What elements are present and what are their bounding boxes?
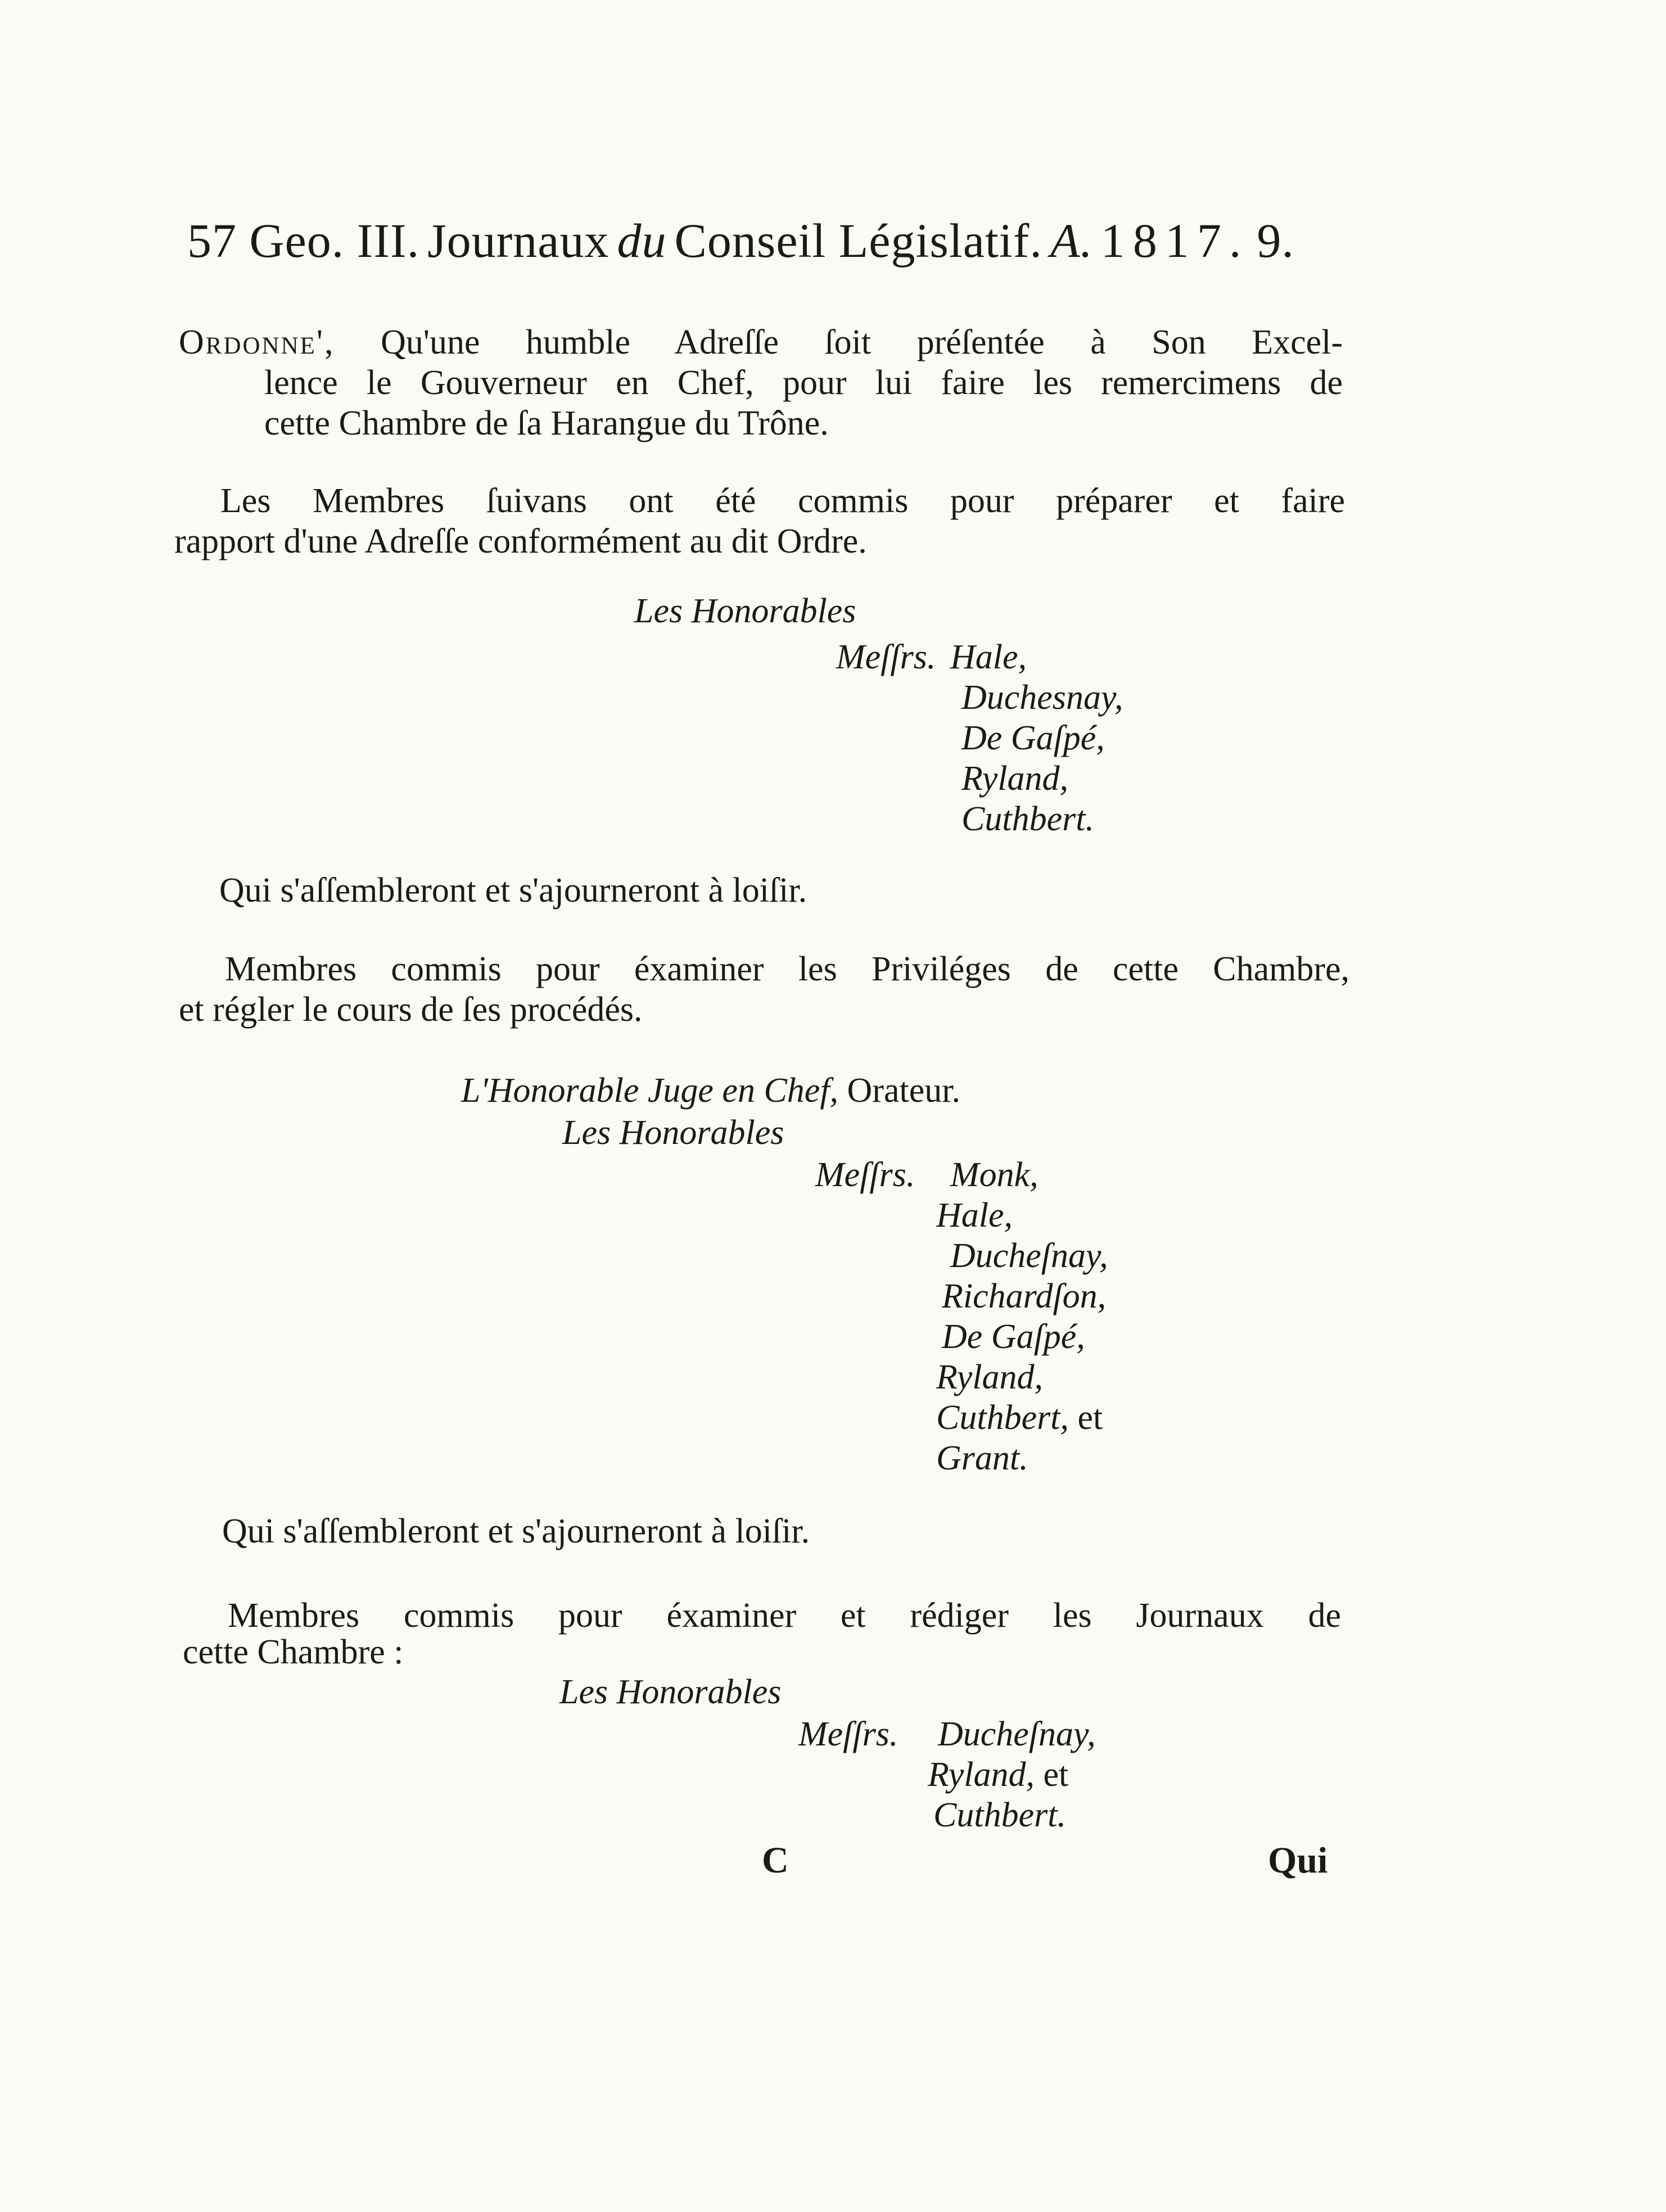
privileges-member-de-gaspe: De Gaſpé,	[942, 1318, 1085, 1356]
privileges-member-richardson: Richardſon,	[942, 1277, 1107, 1315]
adresse-member-hale: Hale,	[950, 638, 1027, 676]
ordre-lead: Ordonne',	[179, 323, 335, 361]
privileges-member-grant: Grant.	[936, 1439, 1028, 1477]
journaux-member-cuthbert: Cuthbert.	[933, 1796, 1066, 1834]
privileges-member-duchesnay: Ducheſnay,	[950, 1237, 1108, 1275]
privileges-member-monk: Monk,	[950, 1156, 1039, 1194]
journaux-line-1: Membres commis pour éxaminer et rédiger les Journaux de	[228, 1596, 1341, 1635]
privileges-closing: Qui s'aſſembleront et s'ajourneront à loiſir.	[222, 1512, 810, 1550]
journaux-ryland-line	[928, 1755, 1068, 1795]
adresse-line-1: Les Membres ſuivans ont été commis pour préparer et faire	[220, 482, 1345, 520]
adresse-member-duchesnay: Duchesnay,	[961, 678, 1123, 717]
ordre-line-2: lence le Gouverneur en Chef, pour lui faire les remercimens de	[264, 364, 1343, 402]
adresse-member-cuthbert: Cuthbert.	[961, 800, 1094, 838]
adresse-member-ryland: Ryland,	[961, 759, 1068, 798]
header-du: du	[617, 214, 667, 268]
ordre-line-1	[179, 320, 1343, 364]
privileges-member-cuthbert: Cuthbert,	[936, 1399, 1069, 1437]
adresse-line-2: rapport d'une Adreſſe conformément au dit Ordre.	[174, 522, 867, 560]
header-journaux: Journaux	[427, 214, 609, 268]
privileges-cuthbert-line	[936, 1398, 1103, 1438]
header-conseil: Conseil Législatif.	[674, 214, 1042, 268]
adresse-closing: Qui s'aſſembleront et s'ajourneront à loiſir.	[219, 871, 807, 910]
privileges-orateur: Orateur.	[847, 1071, 960, 1110]
journaux-member-duchesnay: Ducheſnay,	[938, 1715, 1096, 1753]
journaux-member-ryland: Ryland,	[928, 1756, 1035, 1794]
privileges-et: et	[1077, 1399, 1103, 1437]
ordre-line-1-text: Qu'une humble Adreſſe ſoit préſentée à Son Excel-	[381, 323, 1343, 361]
catchword: Qui	[1268, 1840, 1328, 1881]
signature-mark: C	[762, 1840, 789, 1881]
header-regnal-year: 57 Geo. III.	[187, 214, 420, 268]
page-number: 9.	[1257, 214, 1294, 268]
privileges-line-1: Membres commis pour éxaminer les Priviléges de cette Chambre,	[225, 950, 1349, 988]
adresse-honorables: Les Honorables	[634, 592, 856, 630]
privileges-member-ryland: Ryland,	[936, 1358, 1043, 1396]
adresse-messrs: Meſſrs.	[836, 638, 936, 676]
privileges-juge-line	[461, 1071, 960, 1111]
journaux-line-2: cette Chambre :	[183, 1633, 404, 1671]
header-anno: A.	[1050, 214, 1093, 268]
journaux-messrs: Meſſrs.	[798, 1715, 899, 1753]
privileges-messrs: Meſſrs.	[815, 1156, 915, 1194]
privileges-honorables: Les Honorables	[562, 1114, 784, 1152]
page-header	[187, 212, 1302, 269]
journaux-honorables: Les Honorables	[559, 1673, 782, 1711]
journaux-et: et	[1043, 1756, 1069, 1794]
adresse-member-de-gaspe: De Gaſpé,	[961, 719, 1105, 757]
ordre-line-3: cette Chambre de ſa Harangue du Trône.	[264, 404, 829, 442]
header-year: 1817.	[1100, 214, 1249, 268]
privileges-juge: L'Honorable Juge en Chef,	[461, 1071, 839, 1110]
privileges-line-2: et régler le cours de ſes procédés.	[179, 990, 643, 1029]
privileges-member-hale: Hale,	[936, 1196, 1013, 1234]
